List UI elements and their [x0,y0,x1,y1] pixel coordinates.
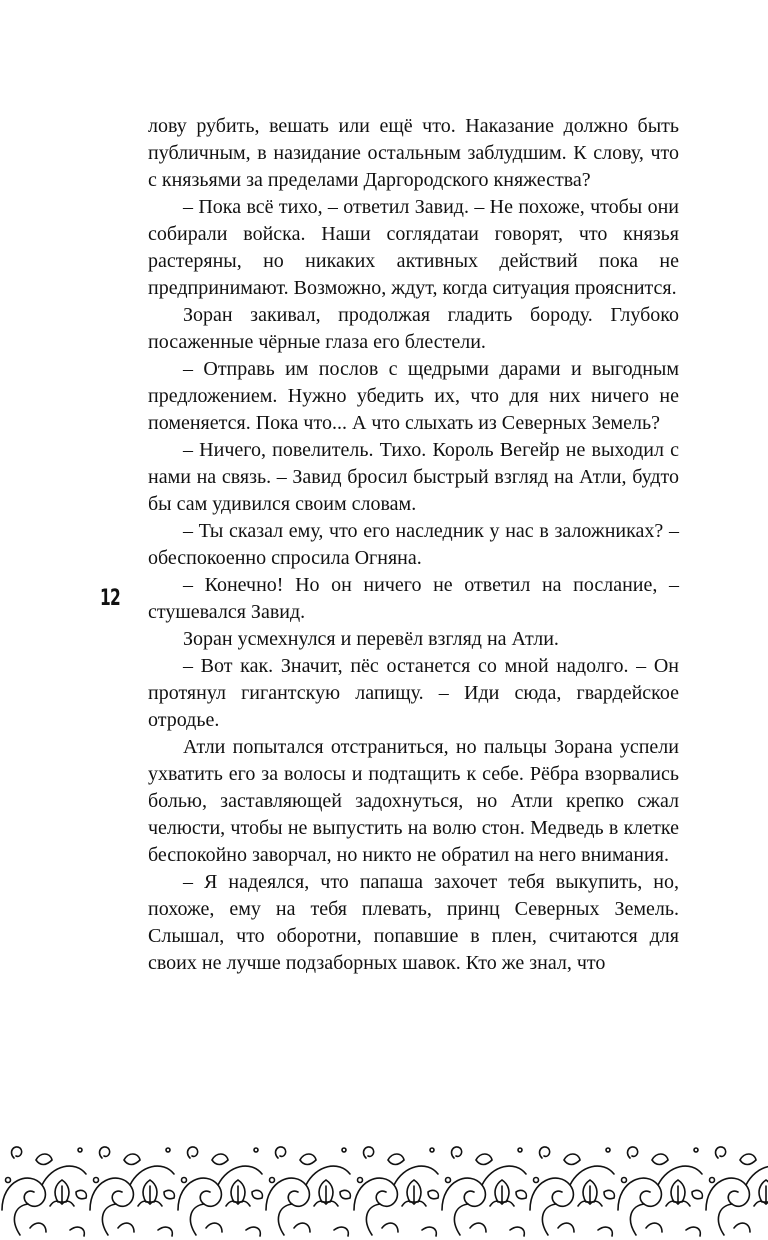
paragraph: Зоран усмехнулся и перевёл взгляд на Атли. [183,628,559,650]
floral-ornament-icon [0,1140,768,1240]
paragraph: – Вот как. Значит, пёс останется со мной надолго. – Он протянул гигантскую лапищу. – Иди сюда, гвардейское отродье. [148,655,679,731]
paragraph: – Отправь им послов с щедрыми дарами и выгодным предложением. Нужно убедить их, что для них ничего не поменяется. Пока что... А что слыхать из Северных Земель? [148,358,679,434]
paragraph: Зоран закивал, продолжая гладить бороду. Глубоко посаженные чёрные глаза его блестели. [148,304,679,353]
paragraph: – Ничего, повелитель. Тихо. Король Вегейр не выходил с нами на связь. – Завид бросил быстрый взгляд на Атли, будто бы сам удивился своим словам. [148,439,679,515]
paragraph: Атли попытался отстраниться, но пальцы Зорана успели ухватить его за волосы и подтащить к себе. Рёбра взорвались болью, заставляющей задохнуться, но Атли крепко сжал челюсти, чтобы не выпустить на волю стон. Медведь в клетке беспокойно заворчал, но никто не обратил на него внимания. [148,736,679,866]
ornament-row [2,1147,768,1236]
paragraph: – Я надеялся, что папаша захочет тебя выкупить, но, похоже, ему на тебя плевать, принц Северных Земель. Слышал, что оборотни, попавшие в плен, считаются для своих не лучше подзаборных шавок. Кто же знал, что [148,871,679,974]
paragraph: – Конечно! Но он ничего не ответил на послание, – стушевался Завид. [148,574,679,623]
paragraph: лову рубить, вешать или ещё что. Наказание должно быть публичным, в назидание остальным заблудшим. К слову, что с князьями за пределами Даргородского княжества? [148,115,679,191]
paragraph: – Пока всё тихо, – ответил Завид. – Не похоже, чтобы они собирали войска. Наши соглядатаи говорят, что князья растеряны, но никаких активных действий пока не предпринимают. Возможно, ждут, когда ситуация прояснится. [148,196,679,299]
paragraph: – Ты сказал ему, что его наследник у нас в заложниках? – обеспокоенно спросила Огняна. [148,520,679,569]
page-body-text [148,113,679,977]
floral-ornament-border [0,1140,768,1240]
page-number: 12 [100,586,121,611]
